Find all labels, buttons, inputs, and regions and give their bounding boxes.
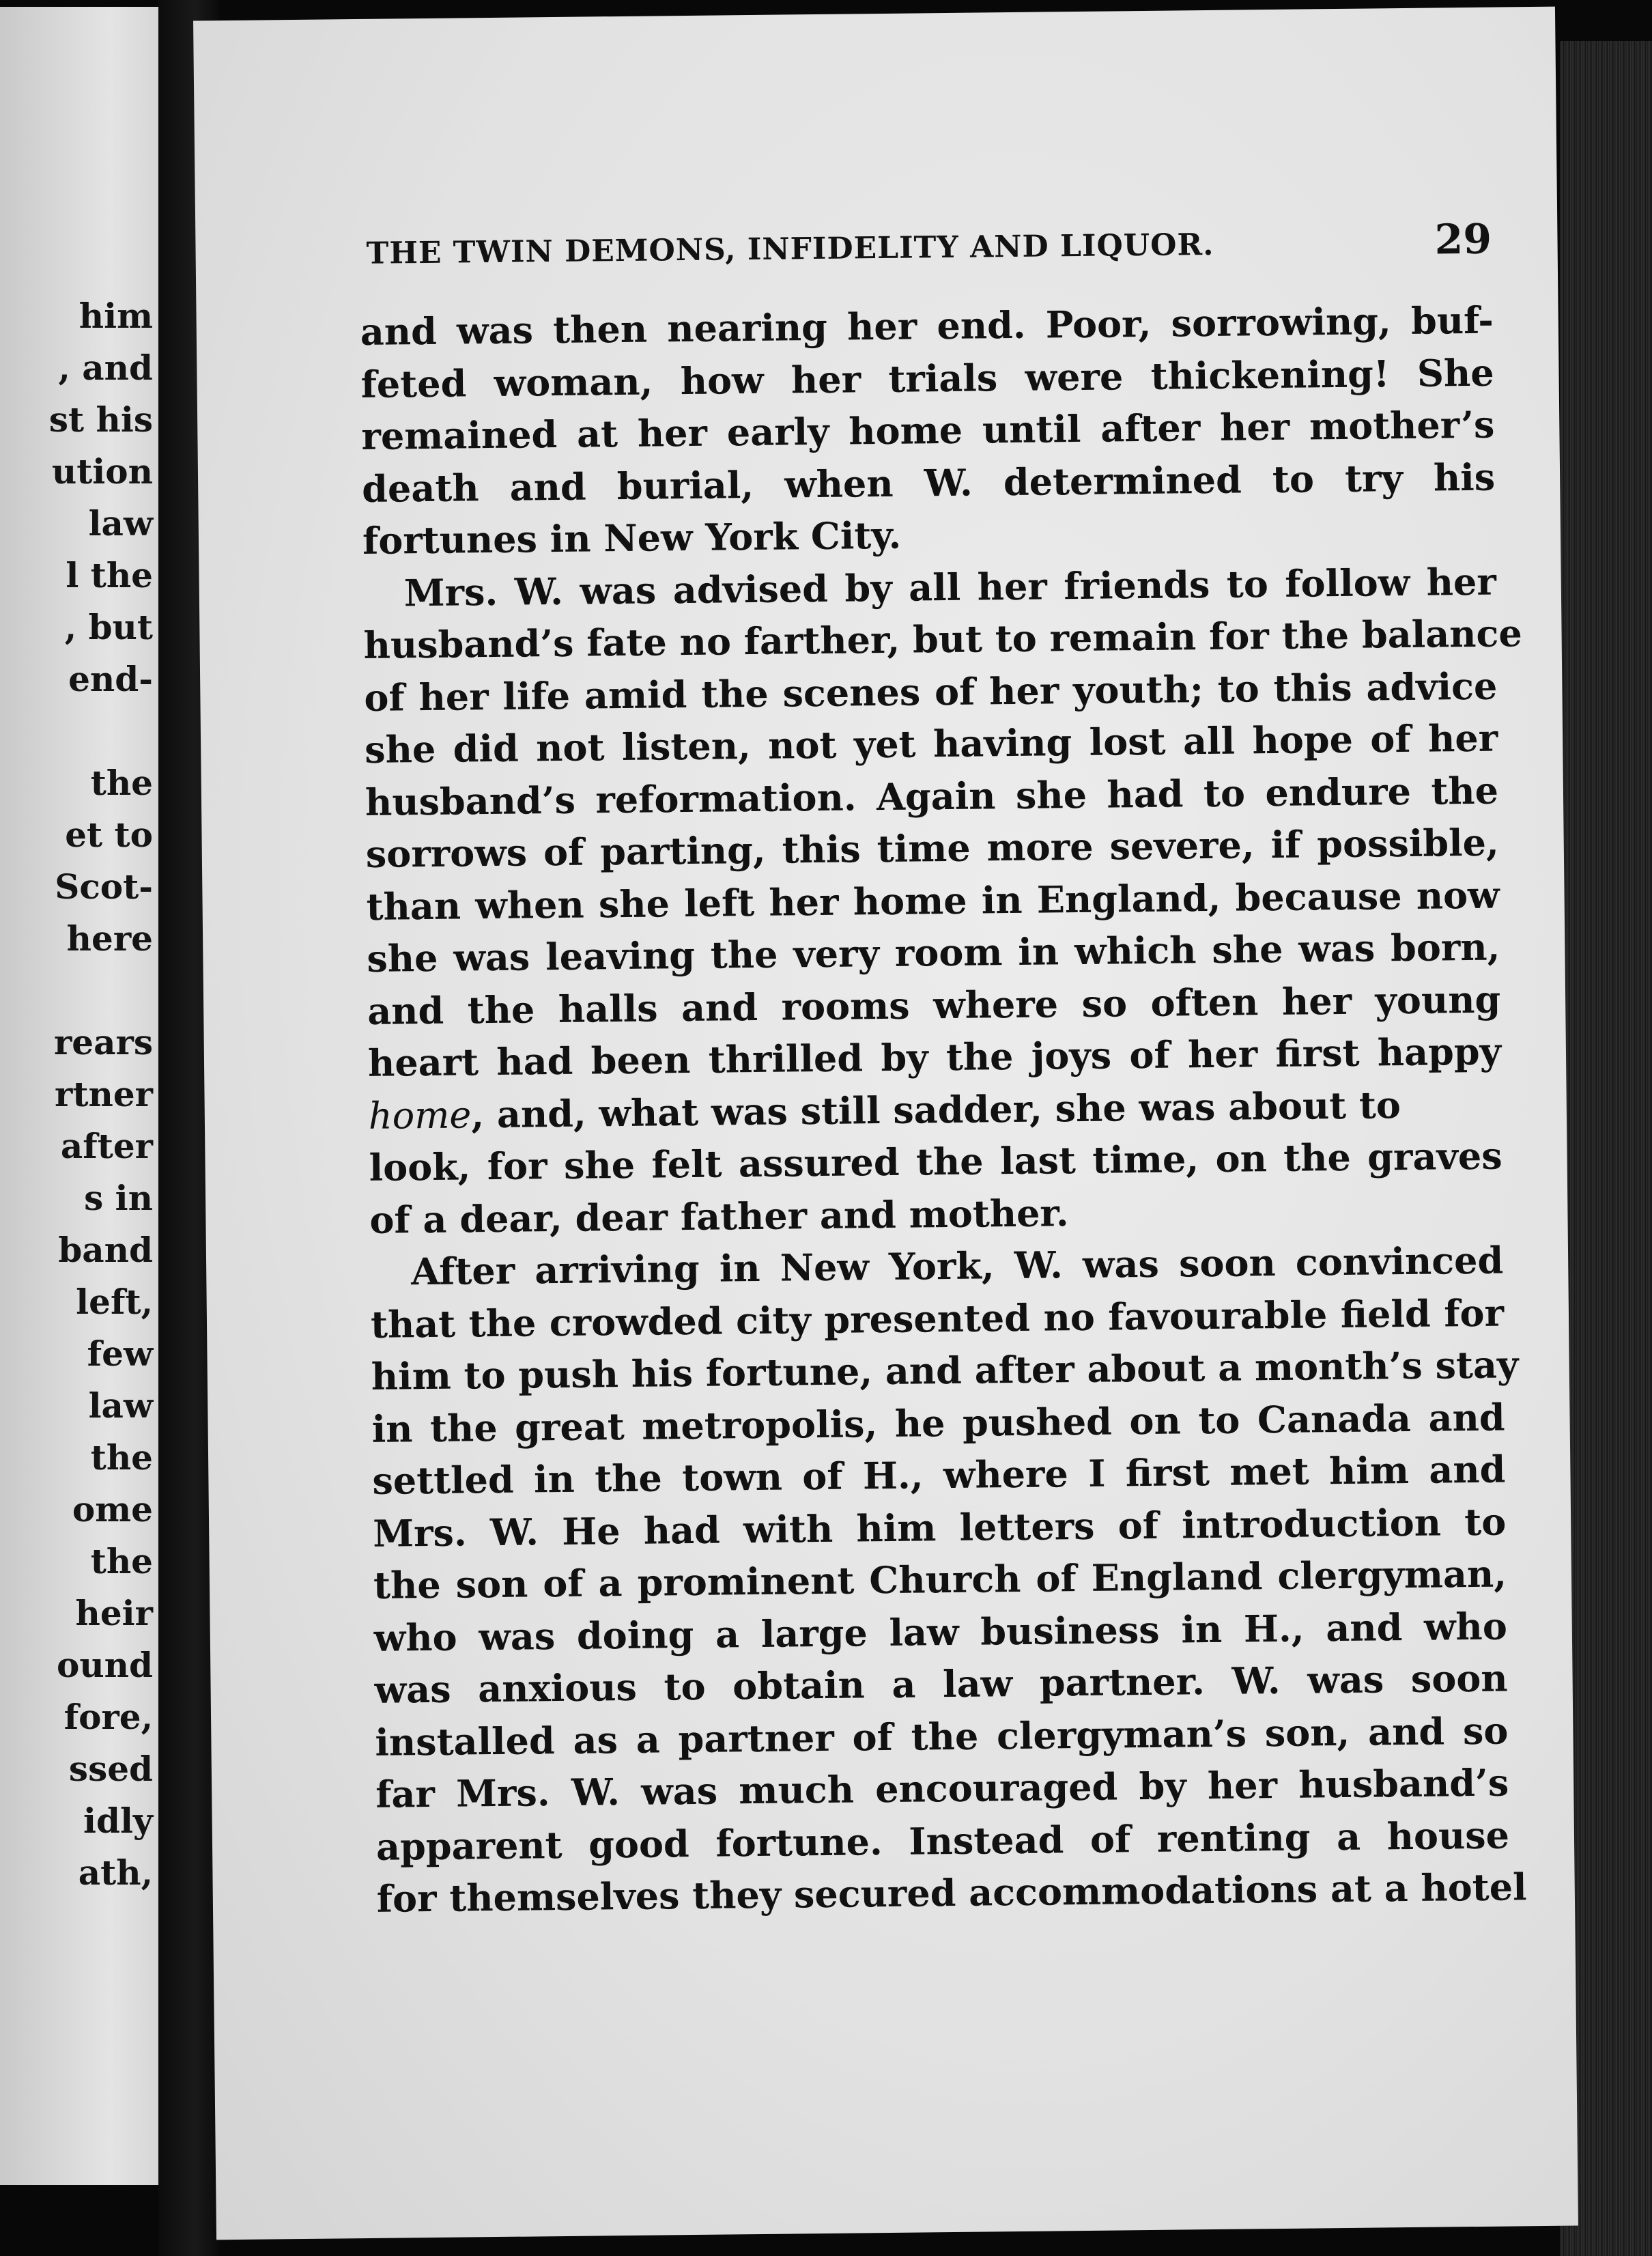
text-line: of her life amid the scenes of her youth; to this advice (364, 664, 1498, 720)
text-line-remainder: , and, what was still sadder, she was about to (470, 1082, 1401, 1136)
text-line: husband’s reformation. Again she had to endure the (365, 768, 1499, 824)
facing-page-line: st his (48, 399, 153, 440)
facing-page (0, 7, 158, 2185)
facing-page-line: , and (58, 348, 153, 388)
facing-page-line: here (66, 918, 153, 959)
text-line: in the great metropolis, he pushed on to Canada and (371, 1395, 1505, 1451)
facing-page-line: ound (56, 1645, 153, 1685)
facing-page-line: after (60, 1126, 153, 1166)
facing-page-line: rears (53, 1022, 153, 1062)
page-number: 29 (1434, 215, 1492, 264)
facing-page-line: ome (72, 1489, 153, 1529)
text-line: the son of a prominent Church of England clergyman, (373, 1551, 1507, 1607)
facing-page-line: Scot- (55, 866, 153, 907)
page-body-text (360, 294, 1527, 1926)
text-line: Mrs. W. was advised by all her friends to follow her (403, 559, 1497, 615)
text-line: settled in the town of H., where I first met him and (372, 1447, 1506, 1503)
text-line: was anxious to obtain a law partner. W. was soon (374, 1656, 1508, 1712)
text-line: than when she left her home in England, because now (366, 873, 1500, 929)
text-line: apparent good fortune. Instead of renting a house (375, 1812, 1510, 1869)
book-page (193, 7, 1578, 2240)
facing-page-line: ssed (68, 1749, 153, 1789)
text-line: heart had been thrilled by the joys of her first happy (367, 1029, 1502, 1085)
text-line: remained at her early home until after her mother’s (361, 402, 1495, 458)
text-line: and was then nearing her end. Poor, sorrowing, buf- (360, 298, 1494, 354)
facing-page-line: ath, (78, 1852, 153, 1893)
facing-page-line: et to (65, 815, 153, 855)
text-line: installed as a partner of the clergyman’s son, and so (375, 1708, 1509, 1764)
text-line: sorrows of parting, this time more severe, if possible, (365, 820, 1500, 876)
text-line: look, for she felt assured the last time, on the graves (369, 1133, 1503, 1189)
facing-page-line: heir (75, 1593, 153, 1633)
text-line: that the crowded city presented no favourable field for (370, 1291, 1505, 1346)
text-line: she did not listen, not yet having lost all hope of her (364, 716, 1498, 772)
text-line: who was doing a large law business in H., and who (373, 1604, 1508, 1660)
facing-page-line: l the (66, 555, 153, 595)
facing-page-line: the (90, 1541, 153, 1581)
italic-word: home (368, 1092, 472, 1138)
text-line: of a dear, dear father and mother. (369, 1190, 1069, 1242)
text-line: fortunes in New York City. (362, 513, 902, 563)
facing-page-line: him (79, 296, 153, 336)
facing-page-line: law (88, 1385, 153, 1426)
text-line: feted woman, how her trials were thickening! She (360, 350, 1494, 406)
text-line: After arriving in New York, W. was soon convinced (410, 1238, 1504, 1294)
text-line: she was leaving the very room in which she was born, (367, 925, 1500, 981)
facing-page-line: left, (76, 1282, 153, 1322)
text-line: and the halls and rooms where so often her young (367, 977, 1501, 1033)
text-line: him to push his fortune, and after about a month’s stay (371, 1342, 1519, 1398)
text-line: far Mrs. W. was much encouraged by her husband’s (375, 1760, 1509, 1816)
facing-page-line: ution (51, 451, 153, 492)
facing-page-line: idly (83, 1801, 153, 1841)
facing-page-line: the (90, 763, 153, 803)
facing-page-line: end- (68, 659, 153, 699)
facing-page-line: band (58, 1230, 153, 1270)
facing-page-line: law (88, 503, 153, 544)
facing-page-line: the (90, 1437, 153, 1478)
text-line: for themselves they secured accommodations at a hotel (376, 1865, 1527, 1921)
facing-page-line: , but (64, 607, 153, 647)
facing-page-line: fore, (63, 1697, 153, 1737)
facing-page-line: few (87, 1334, 153, 1374)
text-line: Mrs. W. He had with him letters of introduction to (372, 1499, 1507, 1555)
facing-page-line: s in (84, 1178, 153, 1218)
text-line: husband’s fate no farther, but to remain for the balance (363, 611, 1522, 667)
text-line: death and burial, when W. determined to try his (361, 455, 1496, 511)
facing-page-line: rtner (55, 1074, 153, 1114)
running-header: THE TWIN DEMONS, INFIDELITY AND LIQUOR. (366, 227, 1214, 271)
